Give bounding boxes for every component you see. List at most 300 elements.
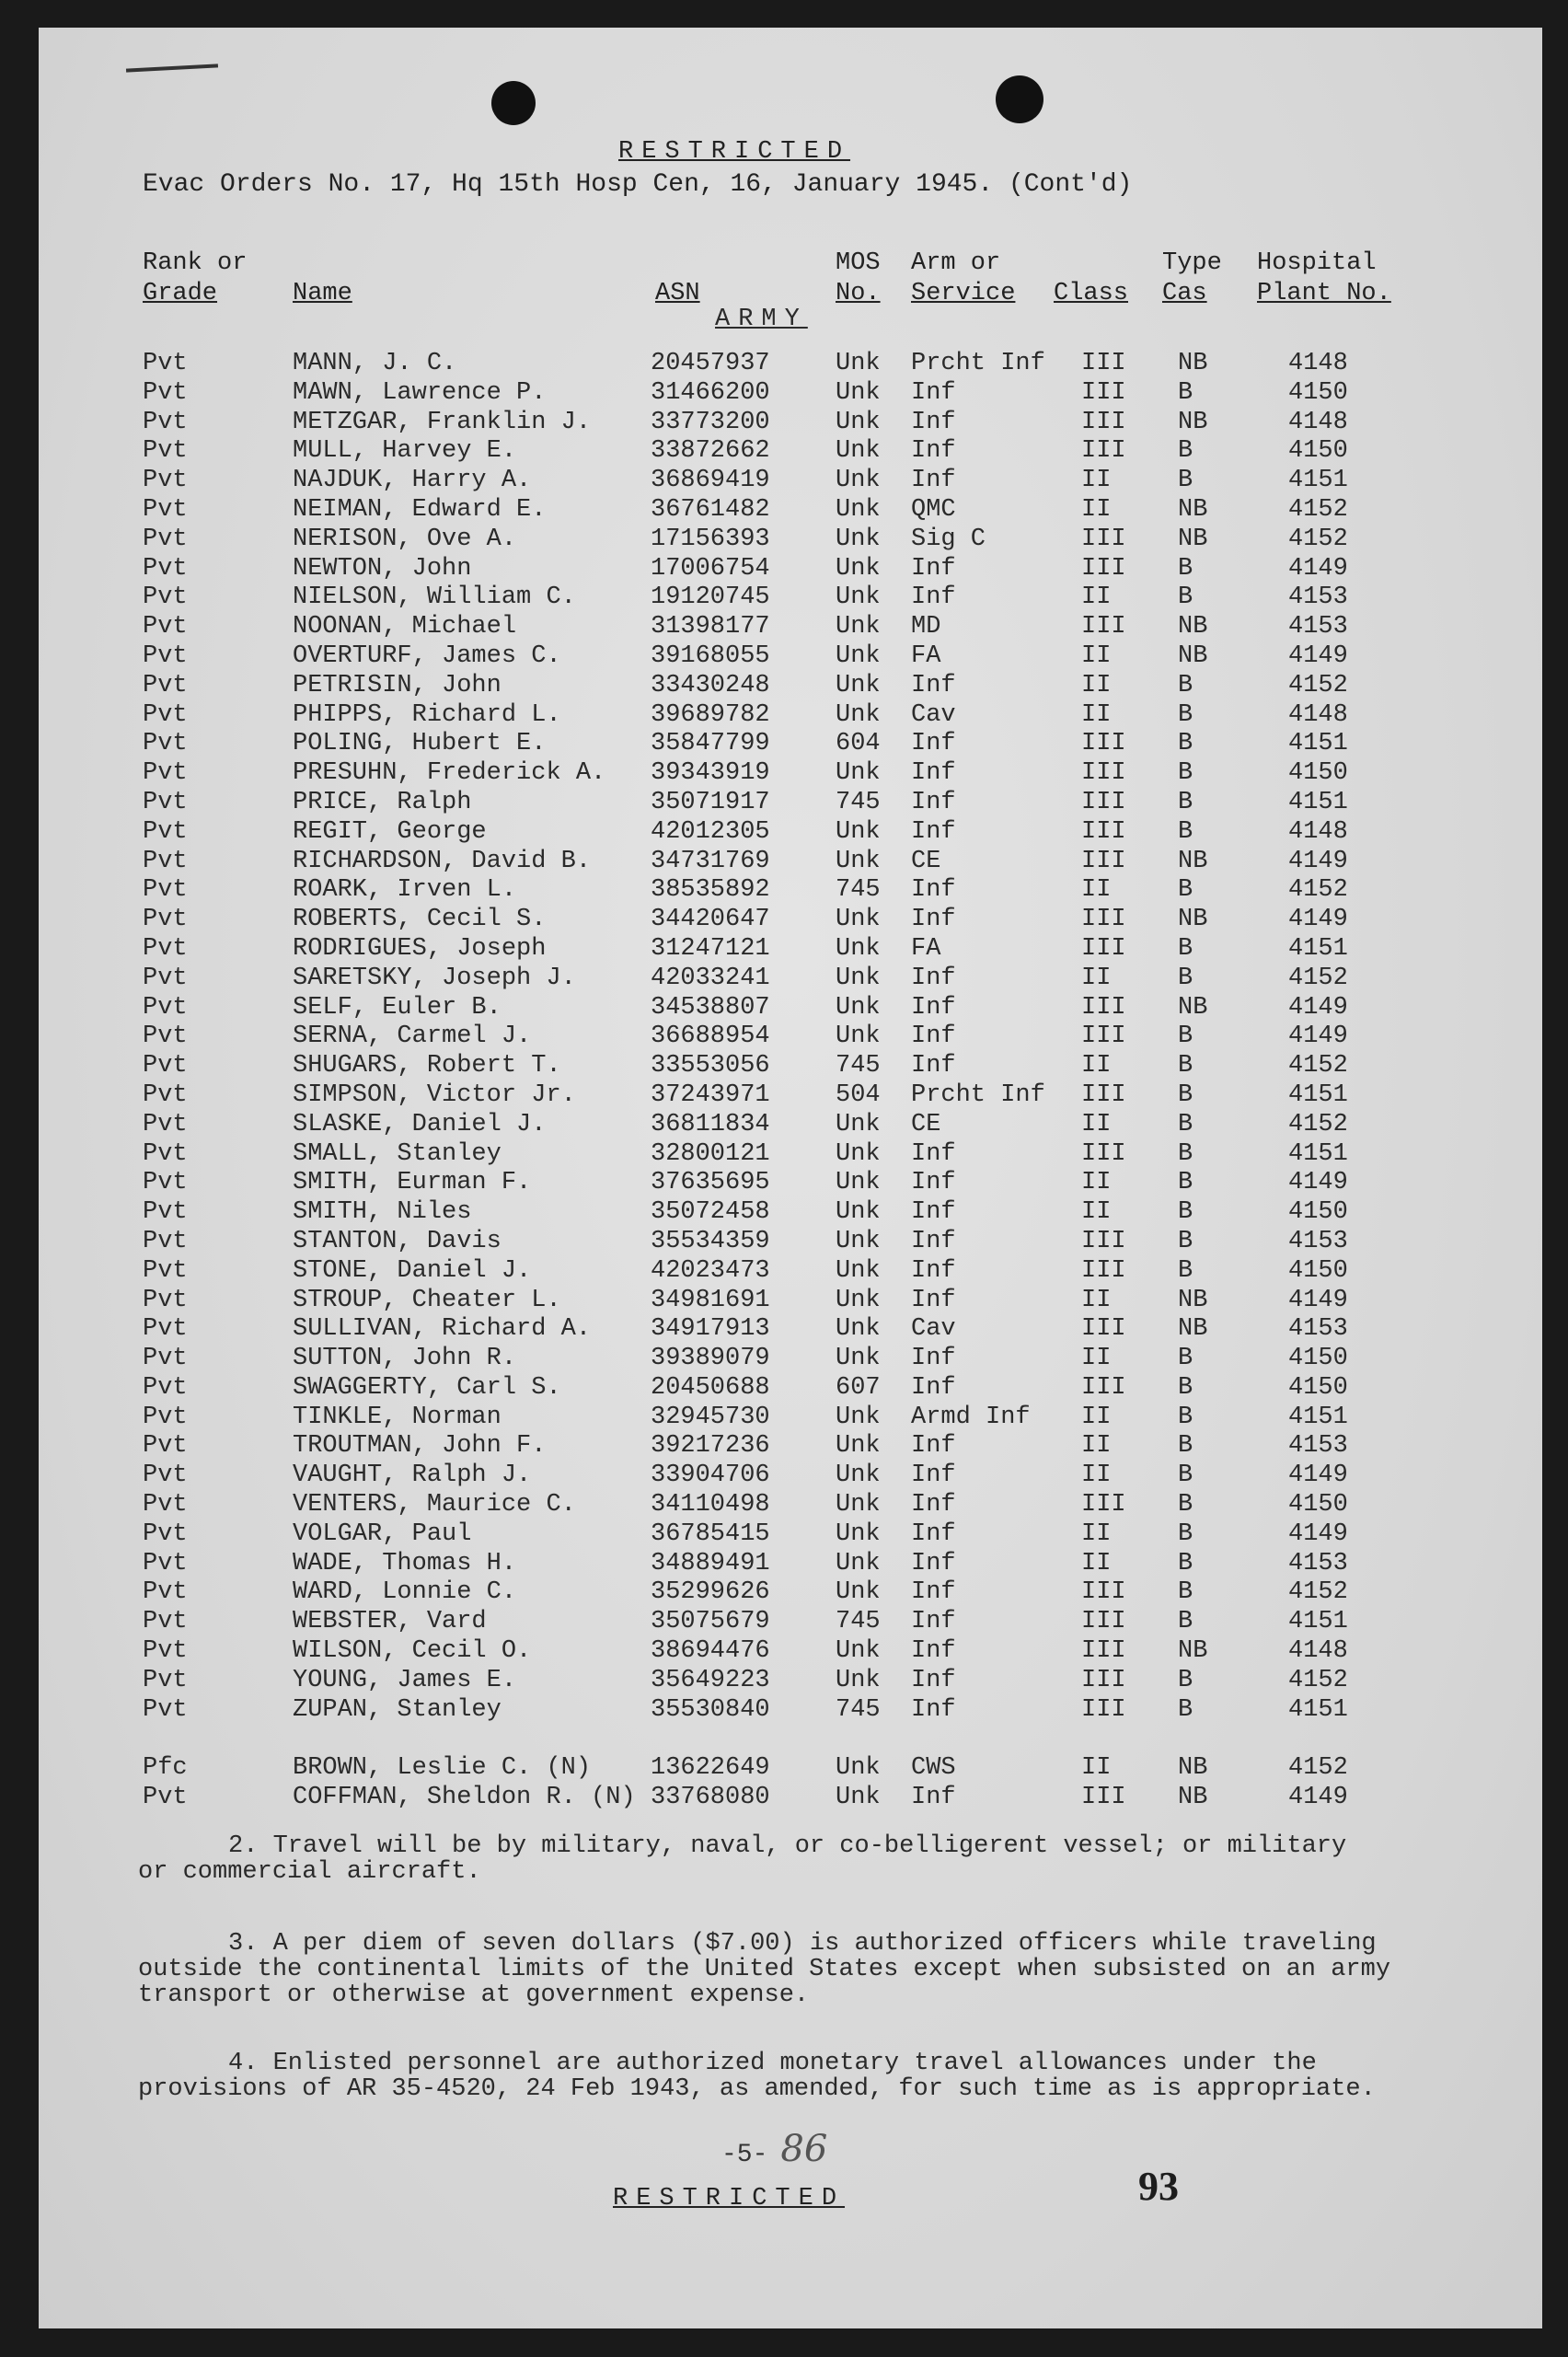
cell-mos: Unk: [836, 1519, 881, 1548]
cell-rank: Pvt: [143, 1139, 188, 1168]
col-plant: Hospital Plant No.: [1257, 249, 1391, 307]
cell-type: B: [1178, 1198, 1193, 1227]
cell-arm: Prcht Inf: [911, 1080, 1045, 1109]
cell-arm: MD: [911, 613, 941, 641]
cell-plant: 4152: [1288, 495, 1348, 524]
cell-arm: QMC: [911, 495, 956, 524]
table-row: [39, 1081, 1542, 1111]
cell-class: III: [1081, 613, 1126, 641]
cell-asn: 36688954: [651, 1023, 770, 1051]
cell-arm: Inf: [911, 1549, 956, 1577]
cell-arm: Inf: [911, 1578, 956, 1607]
cell-class: III: [1081, 759, 1126, 788]
cell-type: B: [1178, 1462, 1193, 1490]
cell-mos: Unk: [836, 641, 881, 670]
cell-rank: Pvt: [143, 1462, 188, 1490]
cell-type: B: [1178, 817, 1193, 846]
cell-rank: Pvt: [143, 1023, 188, 1051]
table-row: [39, 409, 1542, 438]
cell-class: III: [1081, 730, 1126, 758]
cell-rank: Pvt: [143, 1637, 188, 1666]
cell-mos: Unk: [836, 964, 881, 992]
cell-asn: 35072458: [651, 1198, 770, 1227]
cell-asn: 32945730: [651, 1403, 770, 1431]
cell-name: PRESUHN, Frederick A.: [293, 759, 606, 788]
cell-plant: 4151: [1288, 730, 1348, 758]
cell-mos: Unk: [836, 437, 881, 466]
cell-mos: Unk: [836, 583, 881, 612]
cell-name: VAUGHT, Ralph J.: [293, 1462, 532, 1490]
cell-name: TINKLE, Norman: [293, 1403, 502, 1431]
cell-asn: 37243971: [651, 1080, 770, 1109]
cell-name: WILSON, Cecil O.: [293, 1637, 532, 1666]
cell-arm: Inf: [911, 1052, 956, 1080]
cell-type: B: [1178, 554, 1193, 583]
cell-arm: CE: [911, 847, 941, 875]
table-row: [39, 613, 1542, 642]
cell-class: III: [1081, 1695, 1126, 1724]
cell-mos: 745: [836, 1695, 881, 1724]
cell-rank: Pvt: [143, 934, 188, 963]
cell-rank: Pvt: [143, 613, 188, 641]
cell-rank: Pvt: [143, 1784, 188, 1812]
cell-arm: Inf: [911, 759, 956, 788]
cell-rank: Pvt: [143, 1549, 188, 1577]
cell-class: III: [1081, 934, 1126, 963]
cell-rank: Pvt: [143, 583, 188, 612]
cell-mos: Unk: [836, 1139, 881, 1168]
cell-rank: Pvt: [143, 1432, 188, 1461]
cell-rank: Pfc: [143, 1754, 188, 1783]
cell-rank: Pvt: [143, 876, 188, 905]
table-row: [39, 350, 1542, 379]
cell-class: III: [1081, 1023, 1126, 1051]
cell-asn: 31398177: [651, 613, 770, 641]
cell-plant: 4150: [1288, 1373, 1348, 1402]
table-row: [39, 1754, 1542, 1784]
cell-arm: Inf: [911, 1286, 956, 1314]
cell-rank: Pvt: [143, 1666, 188, 1694]
cell-name: METZGAR, Franklin J.: [293, 408, 592, 436]
cell-arm: CE: [911, 1110, 941, 1138]
cell-type: B: [1178, 437, 1193, 466]
cell-rank: Pvt: [143, 495, 188, 524]
cell-plant: 4149: [1288, 1784, 1348, 1812]
cell-asn: 20450688: [651, 1373, 770, 1402]
document-subtitle: Evac Orders No. 17, Hq 15th Hosp Cen, 16, January 1945. (Cont'd): [143, 170, 1133, 199]
cell-class: III: [1081, 1315, 1126, 1344]
cell-plant: 4148: [1288, 1637, 1348, 1666]
cell-rank: Pvt: [143, 1373, 188, 1402]
cell-name: WADE, Thomas H.: [293, 1549, 517, 1577]
table-row: [39, 965, 1542, 994]
cell-plant: 4149: [1288, 641, 1348, 670]
table-row: [39, 1404, 1542, 1433]
cell-plant: 4152: [1288, 1110, 1348, 1138]
cell-class: II: [1081, 1052, 1112, 1080]
cell-plant: 4150: [1288, 759, 1348, 788]
cell-asn: 36811834: [651, 1110, 770, 1138]
cell-rank: Pvt: [143, 467, 188, 495]
cell-class: II: [1081, 1519, 1112, 1548]
section-label: ARMY: [715, 306, 808, 333]
cell-arm: Inf: [911, 408, 956, 436]
cell-rank: Pvt: [143, 1286, 188, 1314]
cell-arm: Inf: [911, 1227, 956, 1255]
table-row: [39, 848, 1542, 877]
cell-arm: Inf: [911, 1345, 956, 1373]
restricted-footer: RESTRICTED: [613, 2185, 846, 2213]
cell-arm: Prcht Inf: [911, 350, 1045, 377]
cell-mos: Unk: [836, 350, 881, 377]
cell-type: B: [1178, 876, 1193, 905]
cell-name: SULLIVAN, Richard A.: [293, 1315, 592, 1344]
cell-asn: 33553056: [651, 1052, 770, 1080]
cell-class: II: [1081, 1462, 1112, 1490]
table-row: [39, 642, 1542, 672]
cell-rank: Pvt: [143, 1169, 188, 1197]
cell-type: B: [1178, 1695, 1193, 1724]
table-row: [39, 730, 1542, 759]
cell-mos: Unk: [836, 1227, 881, 1255]
cell-asn: 34889491: [651, 1549, 770, 1577]
punch-hole: [996, 75, 1043, 123]
table-row: [39, 1111, 1542, 1140]
cell-name: SWAGGERTY, Carl S.: [293, 1373, 561, 1402]
cell-arm: Inf: [911, 1666, 956, 1694]
cell-arm: Inf: [911, 906, 956, 934]
cell-type: NB: [1178, 613, 1208, 641]
cell-type: NB: [1178, 1315, 1208, 1344]
cell-plant: 4152: [1288, 525, 1348, 553]
cell-rank: Pvt: [143, 1256, 188, 1285]
cell-rank: Pvt: [143, 817, 188, 846]
cell-arm: Inf: [911, 1637, 956, 1666]
cell-type: NB: [1178, 525, 1208, 553]
cell-type: NB: [1178, 1754, 1208, 1783]
cell-asn: 34981691: [651, 1286, 770, 1314]
cell-asn: 33872662: [651, 437, 770, 466]
cell-class: III: [1081, 1578, 1126, 1607]
cell-plant: 4149: [1288, 906, 1348, 934]
cell-plant: 4151: [1288, 1139, 1348, 1168]
cell-rank: Pvt: [143, 906, 188, 934]
cell-plant: 4152: [1288, 964, 1348, 992]
cell-type: NB: [1178, 641, 1208, 670]
document-page: [39, 28, 1542, 2328]
cell-rank: Pvt: [143, 350, 188, 377]
cell-mos: 745: [836, 1052, 881, 1080]
cell-arm: Sig C: [911, 525, 986, 553]
cell-mos: Unk: [836, 1345, 881, 1373]
cell-name: TROUTMAN, John F.: [293, 1432, 547, 1461]
cell-mos: 504: [836, 1080, 881, 1109]
table-row: [39, 1491, 1542, 1520]
cell-class: III: [1081, 817, 1126, 846]
cell-rank: Pvt: [143, 964, 188, 992]
cell-mos: Unk: [836, 1754, 881, 1783]
punch-hole: [491, 81, 536, 125]
row-gap: [39, 1725, 1542, 1754]
table-row: [39, 379, 1542, 409]
cell-mos: Unk: [836, 1110, 881, 1138]
table-row: [39, 1052, 1542, 1081]
cell-arm: Inf: [911, 467, 956, 495]
cell-rank: Pvt: [143, 1052, 188, 1080]
cell-rank: Pvt: [143, 1578, 188, 1607]
cell-mos: Unk: [836, 934, 881, 963]
cell-type: NB: [1178, 993, 1208, 1022]
cell-class: III: [1081, 1666, 1126, 1694]
cell-rank: Pvt: [143, 525, 188, 553]
cell-mos: Unk: [836, 1315, 881, 1344]
cell-asn: 42033241: [651, 964, 770, 992]
cell-class: II: [1081, 641, 1112, 670]
cell-name: NEIMAN, Edward E.: [293, 495, 547, 524]
cell-name: SUTTON, John R.: [293, 1345, 517, 1373]
table-row: [39, 1667, 1542, 1696]
cell-class: III: [1081, 788, 1126, 816]
cell-plant: 4151: [1288, 1403, 1348, 1431]
table-row: [39, 994, 1542, 1023]
cell-rank: Pvt: [143, 1345, 188, 1373]
table-row: [39, 1608, 1542, 1637]
cell-asn: 36785415: [651, 1519, 770, 1548]
cell-arm: Inf: [911, 1169, 956, 1197]
cell-asn: 39343919: [651, 759, 770, 788]
cell-arm: Inf: [911, 554, 956, 583]
cell-plant: 4153: [1288, 1549, 1348, 1577]
cell-plant: 4151: [1288, 467, 1348, 495]
cell-mos: Unk: [836, 1462, 881, 1490]
cell-mos: Unk: [836, 1491, 881, 1519]
cell-name: SMITH, Niles: [293, 1198, 472, 1227]
cell-rank: Pvt: [143, 1198, 188, 1227]
cell-asn: 33773200: [651, 408, 770, 436]
cell-class: III: [1081, 847, 1126, 875]
cell-asn: 34420647: [651, 906, 770, 934]
handwritten-page-number: 86: [780, 2128, 828, 2170]
col-class: Class: [1054, 280, 1129, 307]
table-row: [39, 1637, 1542, 1667]
cell-class: II: [1081, 876, 1112, 905]
table-row: [39, 1198, 1542, 1228]
cell-class: III: [1081, 1784, 1126, 1812]
cell-plant: 4152: [1288, 671, 1348, 699]
cell-name: PETRISIN, John: [293, 671, 502, 699]
cell-class: III: [1081, 993, 1126, 1022]
cell-class: III: [1081, 1373, 1126, 1402]
cell-name: COFFMAN, Sheldon R. (N): [293, 1784, 636, 1812]
cell-asn: 34538807: [651, 993, 770, 1022]
cell-name: SARETSKY, Joseph J.: [293, 964, 576, 992]
cell-asn: 17156393: [651, 525, 770, 553]
cell-plant: 4153: [1288, 1227, 1348, 1255]
cell-mos: Unk: [836, 1023, 881, 1051]
cell-mos: Unk: [836, 906, 881, 934]
cell-type: NB: [1178, 1784, 1208, 1812]
cell-name: RODRIGUES, Joseph: [293, 934, 547, 963]
table-row: [39, 672, 1542, 701]
cell-type: B: [1178, 1549, 1193, 1577]
table-row: [39, 1578, 1542, 1608]
cell-name: WARD, Lonnie C.: [293, 1578, 517, 1607]
cell-mos: Unk: [836, 1549, 881, 1577]
cell-asn: 35530840: [651, 1695, 770, 1724]
cell-asn: 37635695: [651, 1169, 770, 1197]
cell-plant: 4153: [1288, 583, 1348, 612]
cell-arm: Cav: [911, 700, 956, 729]
cell-arm: Armd Inf: [911, 1403, 1031, 1431]
cell-arm: Inf: [911, 876, 956, 905]
cell-name: PHIPPS, Richard L.: [293, 700, 561, 729]
cell-rank: Pvt: [143, 1080, 188, 1109]
cell-type: B: [1178, 1139, 1193, 1168]
cell-arm: Inf: [911, 1519, 956, 1548]
cell-asn: 38535892: [651, 876, 770, 905]
cell-mos: Unk: [836, 467, 881, 495]
cell-rank: Pvt: [143, 641, 188, 670]
cell-class: III: [1081, 1637, 1126, 1666]
cell-class: II: [1081, 1110, 1112, 1138]
cell-asn: 39168055: [651, 641, 770, 670]
cell-plant: 4150: [1288, 1345, 1348, 1373]
cell-plant: 4153: [1288, 1315, 1348, 1344]
cell-name: SMALL, Stanley: [293, 1139, 502, 1168]
cell-asn: 34917913: [651, 1315, 770, 1344]
cell-rank: Pvt: [143, 700, 188, 729]
cell-plant: 4149: [1288, 993, 1348, 1022]
cell-plant: 4148: [1288, 817, 1348, 846]
cell-plant: 4148: [1288, 700, 1348, 729]
cell-arm: Inf: [911, 993, 956, 1022]
cell-arm: Inf: [911, 378, 956, 407]
cell-type: B: [1178, 759, 1193, 788]
paragraph-4: 4. Enlisted personnel are authorized monetary travel allowances under the provisions of AR 35-4520, 24 Feb 1943, as amended, for such time as is appropriate.: [138, 2050, 1376, 2103]
cell-asn: 39217236: [651, 1432, 770, 1461]
table-row: [39, 789, 1542, 818]
col-name: Name: [293, 280, 352, 307]
table-row: [39, 906, 1542, 935]
cell-class: III: [1081, 350, 1126, 377]
cell-arm: Cav: [911, 1315, 956, 1344]
cell-name: SERNA, Carmel J.: [293, 1023, 532, 1051]
cell-name: MAWN, Lawrence P.: [293, 378, 547, 407]
cell-asn: 35071917: [651, 788, 770, 816]
cell-class: II: [1081, 583, 1112, 612]
cell-mos: Unk: [836, 613, 881, 641]
col-asn: ASN: [655, 280, 700, 307]
cell-plant: 4150: [1288, 1256, 1348, 1285]
table-row: [39, 701, 1542, 731]
cell-arm: FA: [911, 934, 941, 963]
cell-arm: Inf: [911, 788, 956, 816]
cell-type: B: [1178, 1052, 1193, 1080]
cell-plant: 4150: [1288, 378, 1348, 407]
cell-plant: 4152: [1288, 1578, 1348, 1607]
cell-name: MULL, Harvey E.: [293, 437, 517, 466]
cell-asn: 17006754: [651, 554, 770, 583]
cell-rank: Pvt: [143, 554, 188, 583]
table-row: [39, 1315, 1542, 1345]
cell-mos: 745: [836, 876, 881, 905]
cell-plant: 4152: [1288, 1754, 1348, 1783]
cell-class: III: [1081, 408, 1126, 436]
cell-arm: Inf: [911, 1256, 956, 1285]
cell-asn: 32800121: [651, 1139, 770, 1168]
cell-asn: 38694476: [651, 1637, 770, 1666]
cell-asn: 39689782: [651, 700, 770, 729]
table-row: [39, 1520, 1542, 1550]
cell-asn: 31466200: [651, 378, 770, 407]
cell-name: ROBERTS, Cecil S.: [293, 906, 547, 934]
cell-name: STANTON, Davis: [293, 1227, 502, 1255]
cell-type: B: [1178, 467, 1193, 495]
cell-arm: Inf: [911, 1462, 956, 1490]
table-row: [39, 496, 1542, 526]
cell-class: II: [1081, 1169, 1112, 1197]
cell-type: B: [1178, 1491, 1193, 1519]
cell-class: III: [1081, 1608, 1126, 1636]
cell-plant: 4149: [1288, 1462, 1348, 1490]
cell-name: ROARK, Irven L.: [293, 876, 517, 905]
cell-mos: Unk: [836, 993, 881, 1022]
cell-arm: Inf: [911, 1491, 956, 1519]
cell-name: BROWN, Leslie C. (N): [293, 1754, 592, 1783]
cell-name: PRICE, Ralph: [293, 788, 472, 816]
cell-class: II: [1081, 964, 1112, 992]
table-row: [39, 1169, 1542, 1198]
cell-mos: Unk: [836, 1198, 881, 1227]
cell-plant: 4149: [1288, 1023, 1348, 1051]
cell-asn: 13622649: [651, 1754, 770, 1783]
cell-class: II: [1081, 1286, 1112, 1314]
table-row: [39, 818, 1542, 848]
cell-rank: Pvt: [143, 847, 188, 875]
cell-plant: 4151: [1288, 1608, 1348, 1636]
cell-rank: Pvt: [143, 1491, 188, 1519]
cell-type: B: [1178, 1403, 1193, 1431]
cell-class: III: [1081, 554, 1126, 583]
cell-asn: 36869419: [651, 467, 770, 495]
cell-arm: Inf: [911, 1373, 956, 1402]
cell-arm: Inf: [911, 817, 956, 846]
cell-class: III: [1081, 378, 1126, 407]
cell-class: II: [1081, 1549, 1112, 1577]
cell-asn: 33904706: [651, 1462, 770, 1490]
cell-name: WEBSTER, Vard: [293, 1608, 487, 1636]
cell-rank: Pvt: [143, 1608, 188, 1636]
table-row: [39, 1374, 1542, 1404]
table-row: [39, 583, 1542, 613]
cell-type: B: [1178, 934, 1193, 963]
cell-arm: Inf: [911, 1198, 956, 1227]
cell-name: MANN, J. C.: [293, 350, 457, 377]
table-row: [39, 1432, 1542, 1462]
cell-rank: Pvt: [143, 730, 188, 758]
table-row: [39, 1023, 1542, 1052]
cell-mos: Unk: [836, 525, 881, 553]
table-row: [39, 1287, 1542, 1316]
cell-name: OVERTURF, James C.: [293, 641, 561, 670]
cell-type: B: [1178, 583, 1193, 612]
personnel-table: [39, 350, 1542, 1813]
cell-rank: Pvt: [143, 1695, 188, 1724]
cell-arm: Inf: [911, 1784, 956, 1812]
cell-arm: Inf: [911, 671, 956, 699]
cell-mos: Unk: [836, 1256, 881, 1285]
paragraph-3: 3. A per diem of seven dollars ($7.00) is authorized officers while traveling outside the continental limits of the United States except when subsisted on an army transport or otherwise at government expense.: [138, 1930, 1391, 2009]
